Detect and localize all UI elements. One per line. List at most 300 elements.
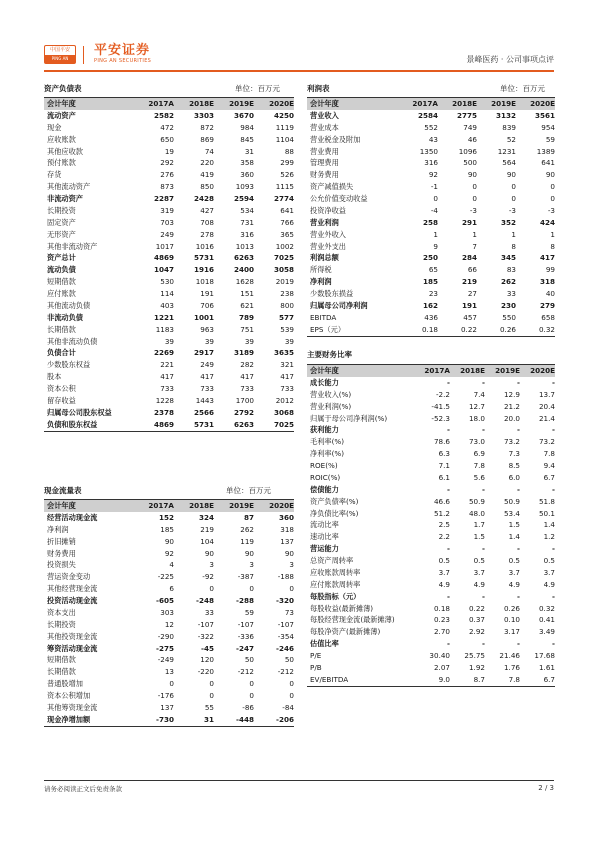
row-value: 0 (249, 679, 254, 689)
table-row (307, 424, 555, 436)
row-value: 0.26 (503, 603, 520, 613)
row-value: 99 (545, 265, 555, 275)
row-value: 318 (280, 524, 294, 534)
row-value: 39 (164, 336, 174, 346)
column-header-year: 2019E (485, 365, 520, 377)
row-value: 40 (545, 289, 555, 298)
row-value: 73.0 (468, 437, 485, 447)
row-value: 0.22 (438, 324, 477, 336)
row-label: 净利率(%) (310, 449, 345, 459)
row-label: 营运能力 (310, 544, 339, 554)
row-value: 90 (467, 170, 477, 180)
row-value: 358 (240, 158, 254, 168)
row-value: 2775 (456, 110, 477, 120)
balance-sheet-unit: 单位：百万元 (235, 84, 280, 93)
table-row (44, 134, 294, 146)
row-label: 估值比率 (310, 639, 339, 649)
row-value: -84 (282, 702, 294, 712)
table-row (307, 543, 555, 555)
table-row (307, 591, 555, 603)
column-header-year: 2018E (438, 98, 477, 110)
table-row (307, 472, 555, 484)
row-value: 2594 (233, 194, 254, 203)
row-value: - (552, 377, 555, 387)
column-header-year: 2020E (254, 98, 294, 110)
row-value: 984 (240, 122, 254, 132)
table-row (307, 436, 555, 448)
row-value: 3.7 (473, 567, 485, 577)
row-value: 21.2 (503, 401, 520, 411)
row-value: 1350 (419, 146, 438, 156)
row-value: 539 (280, 324, 294, 334)
row-value: 954 (541, 122, 555, 132)
row-value: 0 (289, 679, 294, 689)
row-value: 27 (467, 289, 477, 298)
row-value: 7.8 (543, 449, 555, 459)
row-value: 2792 (233, 407, 254, 417)
table-row (307, 134, 555, 146)
row-value: 0.41 (538, 615, 555, 625)
header-rule (44, 70, 554, 72)
row-value: 51.8 (538, 496, 555, 506)
row-value: 749 (463, 122, 477, 132)
row-label: 长期借款 (47, 324, 76, 334)
table-header-row (307, 365, 555, 377)
table-row (44, 678, 294, 690)
column-header-year: 2017A (134, 500, 174, 512)
row-value: 50.1 (538, 508, 555, 518)
logo-divider (83, 46, 84, 64)
row-value: 872 (200, 122, 214, 132)
row-label: 固定资产 (47, 217, 76, 227)
row-value: - (447, 591, 450, 601)
row-value: 92 (164, 548, 174, 558)
row-value: 963 (200, 324, 214, 334)
logo-top-text: 中国平安 (49, 47, 70, 53)
row-value: 2566 (193, 407, 214, 417)
row-value: 279 (539, 300, 555, 310)
row-value: 46.6 (433, 496, 450, 506)
row-value: 0.5 (473, 556, 485, 565)
row-value: - (517, 377, 520, 387)
row-value: 316 (424, 158, 438, 168)
page-header (44, 42, 554, 70)
row-value: 90 (506, 170, 516, 180)
brand-name-cn: 平安证券 (94, 43, 151, 58)
row-value: 0.18 (399, 324, 438, 336)
row-value: 3303 (193, 110, 214, 120)
table-row (44, 559, 294, 571)
row-value: -220 (197, 667, 214, 677)
row-value: 185 (160, 524, 174, 534)
table-row (44, 300, 294, 312)
row-label: 其他经营现金流 (47, 584, 98, 594)
row-value: - (482, 484, 485, 494)
cash-flow-table (44, 499, 294, 727)
row-label: 投资损失 (47, 560, 76, 570)
row-value: 417 (240, 372, 254, 382)
income-statement-table (307, 97, 555, 337)
row-value: 417 (539, 253, 555, 263)
row-label: 短期借款 (47, 277, 76, 287)
row-value: 1018 (195, 277, 214, 287)
row-label: 股本 (47, 372, 62, 382)
table-row (44, 205, 294, 217)
row-value: 3.7 (508, 567, 520, 577)
row-value: 403 (160, 300, 174, 310)
row-value: 1096 (458, 146, 477, 156)
row-value: 114 (160, 289, 174, 298)
row-value: 839 (502, 122, 516, 132)
row-label: 现金净增加额 (44, 714, 134, 726)
row-value: 74 (204, 146, 214, 156)
balance-sheet-title: 资产负债表 (44, 84, 82, 93)
row-value: -86 (242, 702, 254, 712)
row-value: 7025 (254, 419, 294, 431)
row-value: 249 (200, 360, 214, 370)
table-row (44, 347, 294, 359)
row-value: 800 (280, 300, 294, 310)
row-value: 1.4 (508, 532, 520, 542)
row-value: 650 (160, 134, 174, 144)
row-value: 90 (545, 170, 555, 180)
row-value: 53.4 (503, 508, 520, 518)
row-value: -41.5 (431, 401, 450, 411)
row-value: -206 (254, 714, 294, 726)
row-value: 90 (164, 536, 174, 546)
row-value: 6.7 (520, 674, 555, 686)
row-value: 6.0 (508, 472, 520, 482)
column-header-year: 2018E (174, 500, 214, 512)
row-value: 457 (463, 312, 477, 322)
table-row (307, 413, 555, 425)
table-row (44, 217, 294, 229)
row-value: - (447, 639, 450, 649)
row-value: 0 (433, 194, 438, 203)
table-row (307, 205, 555, 217)
row-value: 845 (240, 134, 254, 144)
row-value: 31 (244, 146, 254, 156)
row-value: 221 (160, 360, 174, 370)
pingan-logo (44, 45, 76, 64)
row-value: 2.2 (438, 532, 450, 542)
table-row (44, 524, 294, 536)
table-row (307, 264, 555, 276)
row-label: EV/EBITDA (307, 674, 415, 686)
row-value: 0 (169, 679, 174, 689)
row-value: 6.3 (438, 449, 450, 459)
row-value: 185 (422, 277, 438, 287)
table-row (44, 690, 294, 702)
row-value: -92 (202, 572, 214, 582)
row-label: 存货 (47, 170, 62, 180)
row-value: 162 (422, 300, 438, 310)
row-value: 1 (550, 229, 555, 239)
row-value: -730 (134, 714, 174, 726)
row-value: 6.9 (473, 449, 485, 459)
row-value: 3670 (233, 110, 254, 120)
row-value: -605 (156, 596, 174, 605)
row-value: 1 (511, 229, 516, 239)
row-value: -188 (277, 572, 294, 582)
row-label: 其他投资现金流 (47, 631, 98, 641)
row-label: P/B (310, 662, 322, 672)
row-value: 4869 (153, 253, 174, 263)
row-value: 6263 (233, 253, 254, 263)
row-value: -45 (201, 643, 214, 653)
row-value: 4.9 (508, 579, 520, 589)
column-header-year: 2020E (254, 500, 294, 512)
report-label: 景峰医药 · 公司事项点评 (466, 55, 554, 64)
table-row (307, 401, 555, 413)
row-value: -3 (547, 205, 555, 215)
row-value: 250 (422, 253, 438, 263)
table-row (307, 157, 555, 169)
row-value: 292 (160, 158, 174, 168)
row-value: 1.5 (473, 532, 485, 542)
row-value: 352 (500, 217, 516, 227)
row-value: -290 (157, 631, 174, 641)
column-header-label: 会计年度 (44, 98, 134, 110)
row-value: 708 (200, 217, 214, 227)
row-value: 1 (433, 229, 438, 239)
row-value: 39 (284, 336, 294, 346)
table-row (44, 702, 294, 714)
row-value: -248 (196, 596, 214, 605)
row-label: 少数股东损益 (310, 289, 354, 298)
row-value: 0 (209, 584, 214, 594)
table-row (307, 519, 555, 531)
row-value: 7025 (273, 253, 294, 263)
table-row (307, 579, 555, 591)
table-row (307, 567, 555, 579)
row-label: 毛利率(%) (310, 437, 345, 447)
row-value: 4 (169, 560, 174, 570)
row-value: 104 (200, 536, 214, 546)
row-value: 0.37 (468, 615, 485, 625)
row-value: -387 (237, 572, 254, 582)
row-value: 0.26 (477, 324, 516, 336)
row-label: 其他流动负债 (47, 300, 91, 310)
row-value: 4.9 (473, 579, 485, 589)
table-row (307, 650, 555, 662)
row-value: 7.8 (473, 461, 485, 470)
row-value: 419 (200, 170, 214, 180)
row-label: 折旧摊销 (47, 536, 76, 546)
table-row (307, 614, 555, 626)
row-value: 51.2 (433, 508, 450, 518)
table-row (44, 146, 294, 158)
row-label: 营业外支出 (310, 241, 346, 251)
column-header-year: 2017A (415, 365, 450, 377)
row-value: 249 (160, 229, 174, 239)
row-value: 500 (463, 158, 477, 168)
row-value: - (517, 544, 520, 554)
row-value: 2400 (233, 265, 254, 275)
table-row (307, 276, 555, 288)
row-value: 417 (200, 372, 214, 382)
row-label: 偿债能力 (310, 484, 339, 494)
row-value: 18.0 (468, 413, 485, 423)
row-value: 12.7 (468, 401, 485, 411)
row-value: 59 (545, 134, 555, 144)
row-value: 65 (428, 265, 438, 275)
row-label: ROE(%) (310, 461, 338, 470)
column-header-year: 2017A (399, 98, 438, 110)
row-value: 2584 (417, 110, 438, 120)
row-value: -288 (236, 596, 254, 605)
row-value: 0.5 (508, 556, 520, 565)
row-value: 564 (502, 158, 516, 168)
row-label: 所得税 (310, 265, 332, 275)
row-value: 230 (500, 300, 516, 310)
row-value: 3.7 (438, 567, 450, 577)
row-value: 87 (243, 512, 254, 522)
row-value: 151 (240, 289, 254, 298)
row-value: 706 (200, 300, 214, 310)
row-value: - (552, 484, 555, 494)
row-value: 0.23 (433, 615, 450, 625)
row-value: 73.2 (503, 437, 520, 447)
row-value: 1047 (153, 265, 174, 275)
row-value: 31 (174, 714, 214, 726)
row-value: 191 (461, 300, 477, 310)
row-value: 20.0 (503, 413, 520, 423)
row-label: 其他筹资现金流 (47, 702, 98, 712)
table-row (307, 626, 555, 638)
row-value: 2019 (275, 277, 294, 287)
row-value: 3561 (534, 110, 555, 120)
row-value: 1.76 (503, 662, 520, 672)
row-value: 5731 (174, 419, 214, 431)
row-value: 1389 (536, 146, 555, 156)
row-value: 733 (200, 384, 214, 393)
row-label: 归属母公司股东权益 (47, 407, 112, 417)
row-value: 1013 (235, 241, 254, 251)
row-value: 550 (502, 312, 516, 322)
row-value: 55 (204, 702, 214, 712)
row-value: 3635 (273, 348, 294, 358)
row-value: -3 (469, 205, 477, 215)
row-value: 90 (244, 548, 254, 558)
row-value: 66 (467, 265, 477, 275)
row-value: - (552, 425, 555, 435)
row-value: 3 (249, 560, 254, 570)
table-row (307, 122, 555, 134)
row-value: 530 (160, 277, 174, 287)
row-value: 0 (511, 182, 516, 192)
row-label: 投资净收益 (310, 205, 346, 215)
row-value: -275 (156, 643, 174, 653)
row-value: 6.1 (438, 472, 450, 482)
row-value: 9.4 (543, 461, 555, 470)
row-value: 1115 (275, 182, 294, 192)
row-value: - (517, 484, 520, 494)
row-label: 投资活动现金流 (47, 596, 98, 605)
row-label: 应付账款 (47, 289, 76, 298)
row-value: 1104 (275, 134, 294, 144)
row-value: -354 (277, 631, 294, 641)
row-label: 流动比率 (310, 520, 339, 530)
row-label: 长期投资 (47, 619, 76, 629)
row-value: 621 (240, 300, 254, 310)
row-value: -3 (508, 205, 516, 215)
row-value: 3189 (233, 348, 254, 358)
row-label: 资本公积增加 (47, 691, 91, 700)
row-label: 短期借款 (47, 655, 76, 665)
row-value: 2287 (153, 194, 174, 203)
table-row (307, 448, 555, 460)
row-value: 2.92 (468, 627, 485, 637)
row-label: 应收账款周转率 (310, 567, 361, 577)
row-value: 39 (204, 336, 214, 346)
row-label: 营业收入 (310, 110, 339, 120)
table-row (307, 508, 555, 520)
row-value: 2582 (153, 110, 174, 120)
row-value: 282 (240, 360, 254, 370)
table-row (44, 548, 294, 560)
row-value: 12.9 (503, 389, 520, 399)
row-value: 8.7 (450, 674, 485, 686)
row-value: 25.75 (464, 651, 485, 660)
table-row (44, 536, 294, 548)
table-row (307, 229, 555, 241)
row-value: 19 (164, 146, 174, 156)
row-label: 公允价值变动收益 (310, 194, 368, 203)
row-label: 其他应收款 (47, 146, 83, 156)
table-row (44, 583, 294, 595)
row-value: 191 (200, 289, 214, 298)
page-number: 2 / 3 (538, 784, 554, 792)
row-value: 733 (280, 384, 294, 393)
row-value: 3.17 (503, 627, 520, 637)
row-label: 资本支出 (47, 607, 76, 617)
row-value: 21.4 (538, 413, 555, 423)
row-value: 7.3 (508, 449, 520, 459)
row-value: -176 (157, 691, 174, 700)
column-header-year: 2018E (174, 98, 214, 110)
row-value: -1 (430, 182, 438, 192)
row-value: 13.7 (538, 389, 555, 399)
row-label: 净利润 (310, 277, 332, 287)
column-header-year: 2019E (214, 98, 254, 110)
row-value: 7 (472, 241, 477, 251)
row-value: 1 (472, 229, 477, 239)
row-label: 资产总计 (47, 253, 76, 263)
row-label: 每股净资产(最新摊薄) (310, 627, 381, 637)
row-value: 0 (209, 691, 214, 700)
table-row (307, 662, 555, 674)
row-value: 427 (200, 205, 214, 215)
table-row (307, 484, 555, 496)
row-value: 2774 (273, 194, 294, 203)
row-label: 应收账款 (47, 134, 76, 144)
table-row (44, 241, 294, 253)
table-row (44, 571, 294, 583)
row-value: -4 (430, 205, 438, 215)
row-label: 资产减值损失 (310, 182, 354, 192)
row-value: 0.32 (516, 324, 555, 336)
row-value: 90 (284, 548, 294, 558)
row-value: 6.7 (543, 472, 555, 482)
table-row (44, 395, 294, 407)
table-row (44, 193, 294, 205)
row-value: 3.7 (543, 567, 555, 577)
row-value: 120 (200, 655, 214, 665)
row-label: P/E (310, 651, 322, 660)
table-row (307, 531, 555, 543)
row-value: 641 (280, 205, 294, 215)
